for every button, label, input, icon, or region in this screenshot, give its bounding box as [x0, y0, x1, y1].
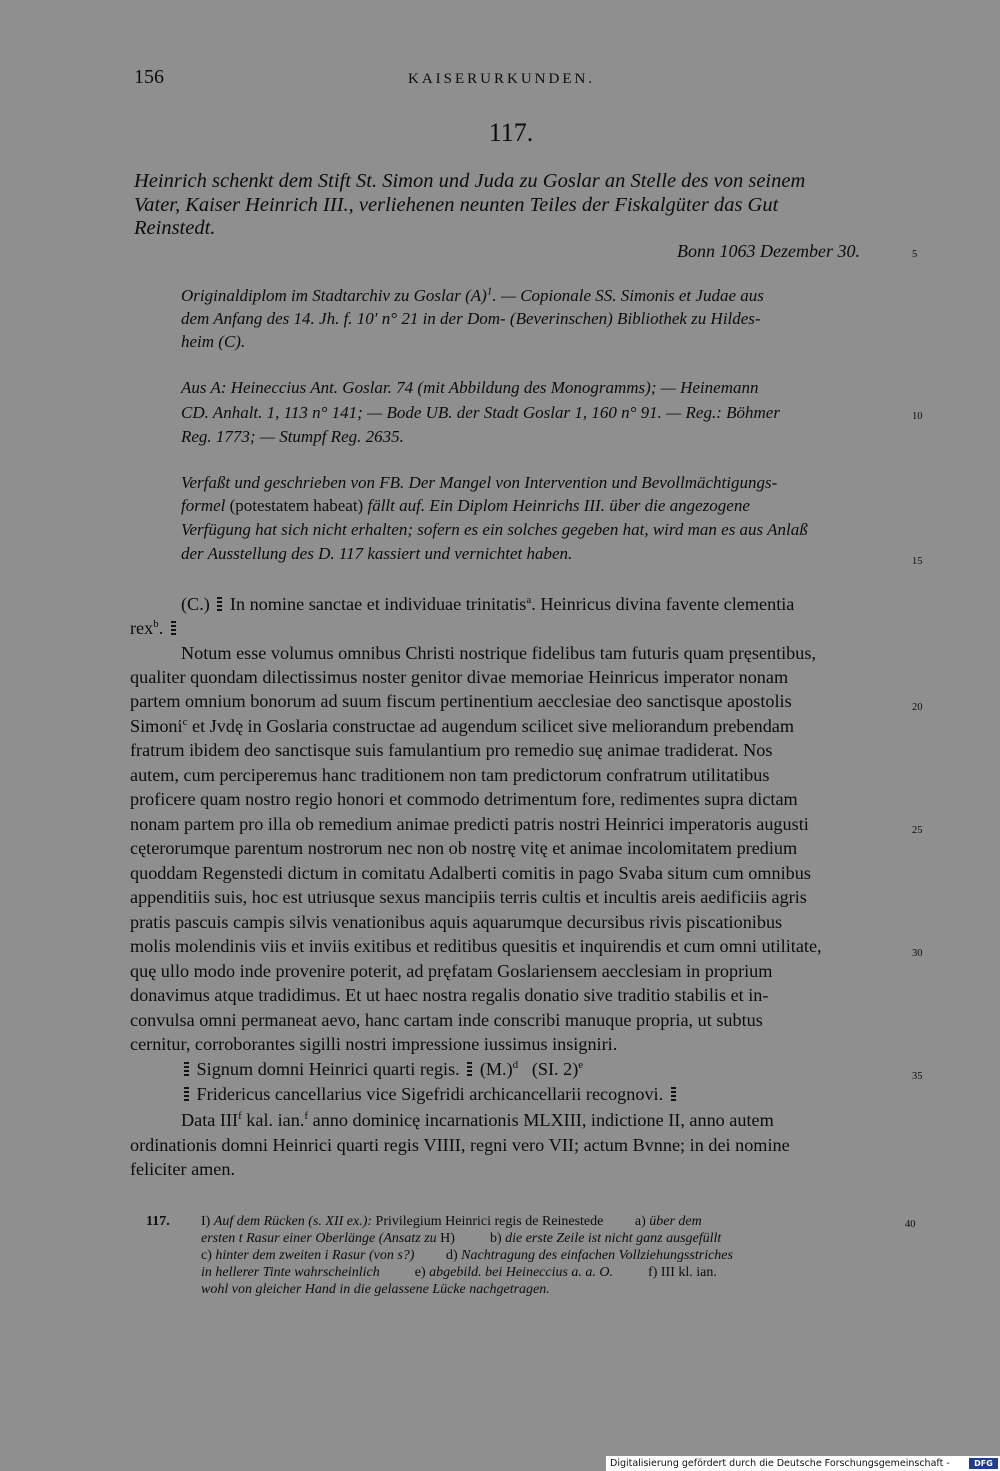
footer-credit: Digitalisierung gefördert durch die Deutsche Forschungsgemeinschaft - [610, 1458, 950, 1469]
text-line: pratis pascuis campis silvis venationibus aquis aquarumque decursibus rivis piscationibus [130, 912, 783, 932]
text-line [181, 594, 794, 615]
footnote-segment: in hellerer Tinte wahrscheinlich [201, 1265, 380, 1280]
note-line: dem Anfang des 14. Jh. f. 10′ n° 21 in der Dom- (Beverinschen) Bibliothek zu Hildes- [181, 309, 761, 328]
note-line: CD. Anhalt. 1, 113 n° 141; — Bode UB. der Stadt Goslar 1, 160 n° 91. — Reg.: Böhmer [181, 403, 780, 422]
text-line: feliciter amen. [130, 1159, 236, 1179]
footnote-sup: a [526, 593, 532, 606]
text-segment: , anno autem [680, 1110, 774, 1130]
text-segment: Fridericus cancellarius vice Sigefridi archicancellarii recognovi. [196, 1084, 664, 1104]
line-number: 15 [912, 556, 923, 567]
footnote-sup: f [304, 1109, 309, 1122]
footnote-segment: b) [489, 1231, 502, 1246]
text-segment: kal. ian. [246, 1110, 305, 1130]
line-number: 20 [912, 702, 923, 713]
note-line: Verfügung hat sich nicht erhalten; sofern es ein solches gegeben hat, wird man es aus Anlaß [181, 520, 808, 539]
line-number: 25 [912, 825, 923, 836]
text-segment: (C.) [181, 594, 210, 614]
recognition-line [181, 1084, 679, 1105]
signum-mark [467, 1062, 472, 1077]
text-line: quę ullo modo inde provenire poterit, ad pręfatam Goslariensem aecclesiam in proprium [130, 961, 773, 981]
recognition-mark [184, 1087, 189, 1102]
footnote-segment: über dem [649, 1214, 702, 1229]
text-line: appenditiis suis, hoc est utriusque sexus mancipiis terris cultis et incultis areis aedificiis agris [130, 887, 807, 907]
dating-line: Bonn 1063 Dezember 30. [677, 241, 860, 261]
line-number: 30 [912, 948, 923, 959]
text-line: autem, cum perciperemus hanc traditionem non tam predictorum confratrum utilitatibus [130, 765, 770, 785]
note-text: (potestatem habeat) [229, 496, 364, 515]
dating-clause-line [130, 1135, 790, 1156]
text-line: cernitur, corroborantes sigilli nostri impressione iussimus insigniri. [130, 1034, 618, 1054]
footnote-segment: Nachtragung des einfachen Vollziehungsstriches [461, 1248, 733, 1263]
text-line: quoddam Regenstedi dictum in comitatu Adalberti comitis in pago Svaba situm cum omnibus [130, 863, 811, 883]
dfg-logo: DFG [969, 1458, 998, 1469]
footnote-sup: d [512, 1058, 519, 1071]
text-segment: rex [130, 618, 154, 638]
signum-mark [184, 1062, 189, 1077]
text-segment: Signum domni Heinrici quarti regis. [196, 1059, 460, 1079]
signum-line [181, 1059, 583, 1080]
footnote-sup: b [153, 617, 159, 630]
document-number: 117. [488, 118, 534, 147]
text-line: donavimus atque tradidimus. Et ut haec nostra regalis donatio sive traditio stabilis et in- [130, 985, 769, 1005]
footnote-segment: Auf dem Rücken (s. XII ex.): [213, 1214, 373, 1229]
footnote-segment: III kl. ian. [660, 1265, 717, 1280]
footnote-segment: e) [414, 1265, 426, 1280]
footnote-sup: c [182, 715, 188, 728]
note-text: . — Copionale SS. Simonis et Judae aus [492, 286, 764, 305]
note-text: Originaldiplom im Stadtarchiv zu Goslar (A) [181, 286, 487, 305]
text-segment: In nomine sanctae et individuae trinitatis [229, 594, 527, 614]
recognition-mark [671, 1087, 676, 1102]
note-text: fällt auf. Ein Diplom Heinrichs III. über die angezogene [367, 496, 750, 515]
text-segment: Data [181, 1110, 216, 1130]
text-line: qualiter quondam dilectissimus noster genitor divae memoriae Heinricus imperator nonam [130, 667, 789, 687]
footnote-line [201, 1214, 702, 1230]
text-segment: Simoni [130, 716, 183, 736]
footnote-label: 117. [146, 1214, 170, 1229]
text-segment: ; actum Bvnne; in dei nomine [573, 1135, 790, 1155]
note-line: der Ausstellung des D. 117 kassiert und vernichtet haben. [181, 544, 573, 563]
footnote-sup: f [238, 1109, 242, 1122]
text-segment: (M.) [479, 1059, 513, 1079]
line-number: 10 [912, 411, 923, 422]
text-segment: III [219, 1110, 239, 1130]
note-line: heim (C). [181, 332, 246, 351]
text-segment: anno dominicę incarnationis [312, 1110, 519, 1130]
text-line: fratrum ibidem deo sanctisque suis famulantium pro remedio suę animae tradiderat. Nos [130, 740, 773, 760]
line-number: 40 [905, 1219, 916, 1230]
dating-clause-line [181, 1110, 774, 1131]
note-text: formel [181, 496, 226, 515]
running-head: KAISERURKUNDEN. [408, 71, 596, 87]
text-segment: VIIII [423, 1135, 461, 1155]
footnote-segment: die erste Zeile ist nicht ganz ausgefüllt [505, 1231, 722, 1246]
footnote-line [201, 1265, 717, 1281]
text-line: Notum esse volumus omnibus Christi nostrique fidelibus tam futuris quam pręsentibus, [181, 643, 816, 663]
footnote-segment: d) [445, 1248, 458, 1263]
footnote-segment: a) [634, 1214, 646, 1229]
text-segment: MLXIII [523, 1110, 582, 1130]
footnote-sup: e [578, 1058, 584, 1071]
text-segment: , regni vero [460, 1135, 545, 1155]
footnote-segment: c) [201, 1248, 212, 1263]
footer-banner [606, 1456, 1000, 1471]
text-line: proficere quam nostro regio honori et commodo detrimentum fore, redimentes supra dictam [130, 789, 798, 809]
footnote-segment: abgebild. bei Heineccius a. a. O. [429, 1265, 614, 1280]
footnote-line: wohl von gleicher Hand in die gelassene Lücke nachgetragen. [201, 1282, 550, 1297]
text-segment: ordinationis domni Heinrici quarti regis [130, 1135, 419, 1155]
regest-line: Reinstedt. [134, 217, 216, 239]
note-line [181, 286, 764, 306]
chrismon-mark [217, 597, 222, 612]
note-line: Reg. 1773; — Stumpf Reg. 2635. [181, 427, 404, 446]
regest-line: Vater, Kaiser Heinrich III., verliehenen neunten Teiles der Fiskalgüter das Gut [134, 194, 779, 216]
footnote-segment: Privilegium Heinrici regis de Reinestede [375, 1214, 604, 1229]
note-line: Verfaßt und geschrieben von FB. Der Mangel von Intervention und Bevollmächtigungs- [181, 473, 778, 492]
footnote-line [201, 1248, 733, 1264]
text-line: cęterorumque parentum nostrorum nec non ob nostrę vitę et animae incolomitatem predium [130, 838, 798, 858]
text-line: nonam partem pro illa ob remedium animae predicti patris nostri Heinrici imperatoris augusti [130, 814, 809, 834]
footnote-segment: H) [440, 1231, 455, 1246]
text-line: convulsa omni permaneat aevo, hanc cartam inde conscribi manuque propria, ut subtus [130, 1010, 763, 1030]
footnote-segment: ersten t Rasur einer Oberlänge (Ansatz zu [201, 1231, 437, 1246]
line-number: 35 [912, 1071, 923, 1082]
line-number: 5 [912, 249, 918, 260]
end-mark [171, 621, 176, 636]
footnote-sup: 1 [486, 285, 493, 298]
note-line: Aus A: Heineccius Ant. Goslar. 74 (mit Abbildung des Monogramms); — Heinemann [181, 378, 759, 397]
regest-line: Heinrich schenkt dem Stift St. Simon und Juda zu Goslar an Stelle des von seinem [134, 170, 806, 192]
text-segment: , indictione [581, 1110, 664, 1130]
text-segment: II [668, 1110, 681, 1130]
text-segment: VII [548, 1135, 574, 1155]
text-segment: et Jvdę in Goslaria constructae ad augendum scilicet sive meliorandum prebendam [192, 716, 795, 736]
text-segment: (SI. 2) [531, 1059, 579, 1079]
text-line: partem omnium bonorum ad suum fiscum pertinentium aecclesiae deo sanctisque apostolis [130, 691, 792, 711]
text-line [130, 716, 794, 737]
footnote-segment: hinter dem zweiten i Rasur (von s?) [215, 1248, 415, 1263]
footnote-segment: f) [648, 1265, 658, 1280]
text-line: molis molendinis viis et inviis exitibus et reditibus quesitis et inquirendis et cum omni utilitate, [130, 936, 822, 956]
text-line: rex$^b$. [130, 618, 179, 639]
note-line [181, 496, 750, 516]
footnote-segment: I) [201, 1214, 211, 1229]
text-segment: . Heinricus divina favente clementia [531, 594, 795, 614]
footnote-line [201, 1231, 721, 1247]
page-number: 156 [134, 66, 164, 88]
